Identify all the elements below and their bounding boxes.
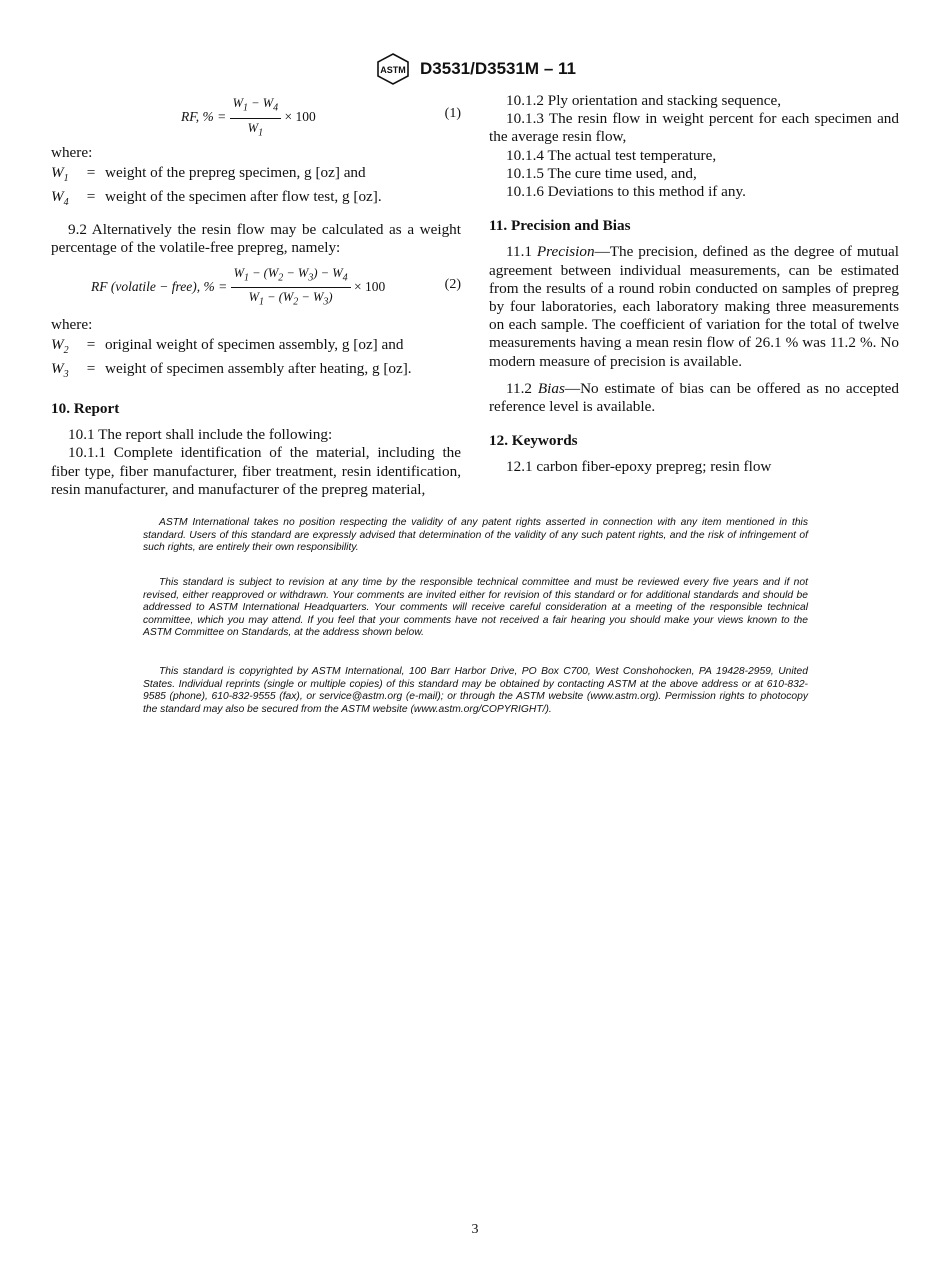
- copyright-notice: [143, 666, 808, 716]
- copyright-notice-text: This standard is copyrighted by ASTM International, 100 Barr Harbor Drive, PO Box C700, West Conshohocken, PA 19428-2959, United States. Individual reprints (single or multiple copies) of this standard may be obtained by contacting ASTM at the above address or at 610-832-9585 (phone), 610-832-9555 (fax), or service@astm.org (e-mail); or through the ASTM website (www.astm.org). Permission rights to photocopy the standard may also be secured from the ASTM website (www.astm.org/COPYRIGHT/).: [143, 666, 808, 715]
- definition-row: [51, 336, 461, 360]
- eq2-numerator: $W_1 - (W_2 - W_3) - W_4$: [231, 266, 351, 289]
- definition-equals: =: [86, 359, 96, 377]
- section-heading-precision-bias: 11. Precision and Bias: [489, 217, 631, 235]
- eq2-times: × 100: [354, 278, 386, 294]
- eq2-denominator: $W_1 - (W_2 - W_3)$: [248, 290, 333, 308]
- astm-logo-icon: [374, 52, 412, 86]
- left-column: [51, 92, 461, 499]
- eq1-fraction: [230, 96, 282, 140]
- document-designation: D3531/D3531M – 11: [420, 59, 576, 78]
- definition-text: weight of the specimen after flow test, g [oz].: [105, 188, 382, 206]
- definition-symbol: $W_2$: [51, 335, 69, 356]
- paragraph-11-1-term: Precision: [536, 243, 595, 261]
- eq1-numerator: $W_1 - W_4$: [230, 96, 282, 119]
- eq2-fraction: [231, 266, 351, 310]
- variable-definitions-1: [51, 164, 461, 212]
- paragraph-11-1-text: —The precision, defined as the degree of mutual agreement between individual measurements, can be estimated from the results of a round robin conducted on samples of prepreg by four laboratories, each laboratory making three measurements on each sample. The coefficient of variation for the total of twelve measurements having a mean resin flow of 26.1 % was 11.2 %. No modern measure of precision is available.: [489, 243, 900, 370]
- definition-equals: =: [86, 335, 96, 353]
- paragraph-9-2: 9.2 Alternatively the resin flow may be calculated as a weight percentage of the volatile-free prepreg, namely:: [51, 221, 461, 257]
- revision-notice-text: This standard is subject to revision at any time by the responsible technical committee and must be reviewed every five years and if not revised, either reapproved or withdrawn. Your comments are invited either for revision of this standard or for additional standards and should be addressed to ASTM International Headquarters. Your comments will receive careful consideration at a meeting of the responsible technical committee, which you may attend. If you feel that your comments have not received a fair hearing you should make your views known to the ASTM Committee on Standards, at the address shown below.: [143, 577, 808, 639]
- eq2-number: (2): [444, 276, 461, 292]
- eq1-times: × 100: [284, 109, 316, 125]
- eq1-lhs: RF, % =: [181, 109, 227, 125]
- definition-text: weight of the prepreg specimen, g [oz] and: [105, 164, 366, 182]
- definition-equals: =: [86, 188, 96, 206]
- definition-row: [51, 360, 461, 384]
- paragraph-11-2-term: Bias: [537, 379, 565, 397]
- page-number: 3: [471, 1222, 479, 1237]
- paragraph-10-1-3: 10.1.3 The resin flow in weight percent for each specimen and the average resin flow,: [489, 110, 899, 146]
- paragraph-10-1: 10.1 The report shall include the following:: [68, 426, 333, 444]
- paragraph-10-1-6: 10.1.6 Deviations to this method if any.: [506, 183, 746, 201]
- equation-2: [51, 258, 461, 316]
- definition-row: [51, 188, 461, 212]
- paragraph-10-1-4: 10.1.4 The actual test temperature,: [506, 146, 717, 164]
- definition-text: original weight of specimen assembly, g [oz] and: [105, 335, 404, 353]
- logo-text: ASTM: [380, 65, 406, 75]
- paragraph-11-2: [489, 380, 899, 416]
- paragraph-10-1-1: 10.1.1 Complete identification of the material, including the fiber type, fiber manufacturer, fiber treatment, resin identification, resin manufacturer, and manufacturer of the prepreg material,: [51, 444, 461, 498]
- definition-symbol: $W_1$: [51, 164, 69, 185]
- definition-row: [51, 164, 461, 188]
- paragraph-11-1: [489, 243, 899, 370]
- section-heading-report: 10. Report: [51, 399, 120, 417]
- right-column: [489, 92, 899, 477]
- variable-definitions-2: [51, 336, 461, 384]
- section-heading-keywords: 12. Keywords: [489, 432, 578, 450]
- definition-symbol: $W_4$: [51, 188, 69, 209]
- definition-text: weight of specimen assembly after heating, g [oz].: [105, 359, 412, 377]
- eq2-lhs: RF (volatile − free), % =: [91, 278, 228, 294]
- paragraph-12-1: 12.1 carbon fiber-epoxy prepreg; resin flow: [506, 458, 772, 476]
- patent-notice-text: ASTM International takes no position respecting the validity of any patent rights asserted in connection with any item mentioned in this standard. Users of this standard are expressly advised that determination of the validity of any such patent rights, and the risk of infringement of such rights, are entirely their own responsibility.: [143, 517, 808, 554]
- paragraph-11-2-text: —No estimate of bias can be offered as no accepted reference level is available.: [489, 379, 899, 416]
- where-label-1: where:: [51, 144, 93, 161]
- where-label-2: where:: [51, 315, 93, 333]
- paragraph-11-1-number: 11.1: [506, 243, 533, 261]
- definition-equals: =: [86, 164, 96, 182]
- equation-1: [51, 92, 461, 144]
- paragraph-11-2-number: 11.2: [506, 379, 533, 397]
- paragraph-10-1-2: 10.1.2 Ply orientation and stacking sequence,: [506, 92, 781, 109]
- patent-notice: [143, 517, 808, 555]
- revision-notice: [143, 577, 808, 640]
- page-header: [0, 52, 950, 86]
- paragraph-10-1-5: 10.1.5 The cure time used, and,: [506, 164, 697, 182]
- definition-symbol: $W_3$: [51, 359, 69, 380]
- eq1-denominator: $W_1$: [247, 120, 264, 138]
- eq1-number: (1): [444, 106, 461, 121]
